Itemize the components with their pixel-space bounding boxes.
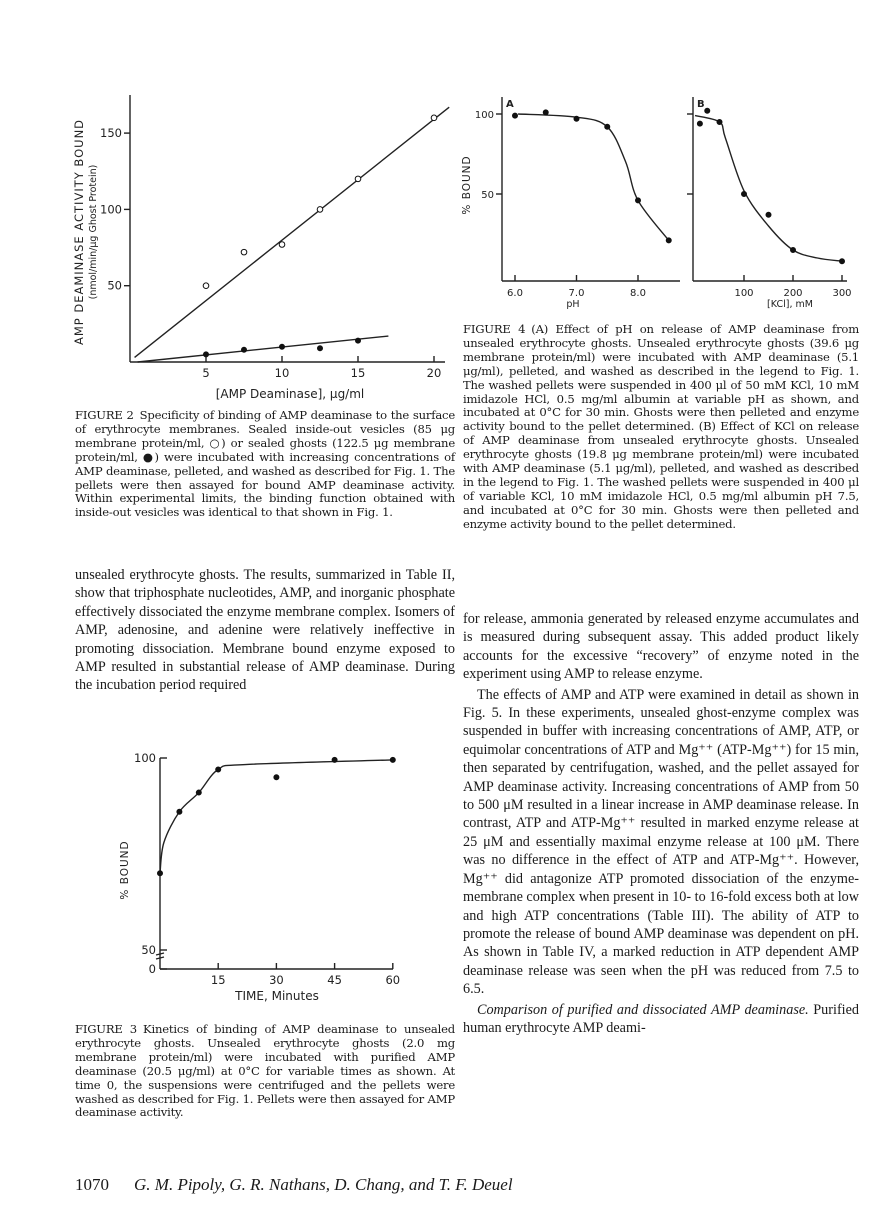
section-heading: Comparison of purified and dissociated AMP deaminase. xyxy=(477,1001,809,1018)
fig2-y-axis-units: (nmol/min/μg Ghost Protein) xyxy=(88,164,99,300)
fig2-data-point xyxy=(203,283,209,289)
fig3-data-point xyxy=(158,871,163,876)
fig4a-data-point xyxy=(543,110,548,115)
fig3-chart xyxy=(119,751,400,1003)
fig3-x-tick-label: 15 xyxy=(210,973,226,987)
figure-2-caption-text: Specificity of binding of AMP deaminase to the surface of erythrocyte membranes. Sealed inside-out vesicles (85 μg membrane protein/ml, ○) or sealed ghosts (122.5 μg membrane protein/ml, ●) were incubated with increasing concentrations of AMP deaminase, pelleted, and washed as described for Fig. 1. The pellets were then assayed for bound AMP deaminase activity. Within experimental limits, the binding function obtained with inside-out vesicles was identical to that shown in Fig. 1. xyxy=(75,408,456,520)
fig2-x-tick-label: 15 xyxy=(350,366,366,380)
fig2-x-tick-label: 20 xyxy=(426,366,442,380)
fig4b-chart xyxy=(687,97,852,310)
fig4b-data-point xyxy=(742,192,747,197)
fig2-chart xyxy=(72,95,449,401)
fig3-x-axis-label: TIME, Minutes xyxy=(235,989,319,1003)
fig4a-x-axis-label: pH xyxy=(566,299,580,310)
fig3-y-axis-label: % BOUND xyxy=(119,840,131,900)
figure-3-label: FIGURE 3 xyxy=(75,1022,137,1036)
fig3-x-tick-label: 60 xyxy=(385,973,401,987)
author-line: G. M. Pipoly, G. R. Nathans, D. Chang, and T. F. Deuel xyxy=(134,1175,513,1194)
fig4b-x-tick-label: 100 xyxy=(734,288,754,299)
fig2-y-tick-label: 150 xyxy=(100,126,122,141)
fig2-y-tick-label: 100 xyxy=(100,202,122,217)
fig2-data-point xyxy=(279,242,285,248)
fig3-y-tick-label: 100 xyxy=(134,751,156,765)
fig2-data-point xyxy=(242,347,247,352)
fig4b-x-tick-label: 300 xyxy=(832,288,852,299)
fig3-data-point xyxy=(390,757,395,762)
figure-4-label: FIGURE 4 xyxy=(463,322,526,336)
fig3-x-tick-label: 45 xyxy=(327,973,342,987)
fig3-data-point xyxy=(177,809,182,814)
fig3-x-tick-label: 30 xyxy=(269,973,284,987)
figure-4-caption xyxy=(463,323,859,532)
fig4b-data-point xyxy=(791,248,796,253)
figure-4-caption-text: (A) Effect of pH on release of AMP deaminase from unsealed erythrocyte ghosts. Unsealed erythrocyte ghosts (39.6 μg membrane protein/ml) were incubated with AMP deaminase (5.1 μg/ml), pelleted, and washed as described in the legend to Fig. 1. The washed pellets were suspended in 400 μl of 50 mM KCl, 10 mM imidazole HCl, 0.5 mg/ml albumin at variable pH as shown, and incubated at 0°C for 30 min. Ghosts were then pelleted and enzyme activity bound to the pellet determined. (B) Effect of KCl on release of AMP deaminase from unsealed erythrocyte ghosts. Unsealed erythrocyte ghosts (19.8 μg membrane protein/ml) were incubated with AMP deaminase (5.1 μg/ml), pelleted, and washed as described in the legend to Fig. 1. The washed pellets were suspended in 400 μl of variable KCl, 10 mM imidazole HCl, 0.5 mg/ml albumin pH 7.5, and incubated at 0°C for 30 min. Ghosts were then pelleted and enzyme activity bound to the pellet determined. xyxy=(463,322,859,531)
fig3-y-tick-label: 0 xyxy=(148,962,156,976)
fig4b-data-point xyxy=(840,259,845,264)
fig2-data-point xyxy=(356,338,361,343)
fig2-data-point xyxy=(317,207,323,213)
fig4a-x-tick-label: 7.0 xyxy=(568,288,585,299)
fig2-x-tick-label: 10 xyxy=(274,366,290,380)
fig2-data-point xyxy=(431,115,437,121)
fig3-data-point xyxy=(216,767,221,772)
fig2-data-point xyxy=(241,249,247,255)
fig4b-panel-label: B xyxy=(697,99,705,110)
fig2-fit-line xyxy=(138,336,389,362)
fig2-data-point xyxy=(318,346,323,351)
fig4a-x-tick-label: 8.0 xyxy=(630,288,646,299)
fig4a-data-point xyxy=(574,116,579,121)
fig4a-y-tick-label: 100 xyxy=(474,110,494,121)
fig4a-data-point xyxy=(636,198,641,203)
fig4b-data-point xyxy=(705,108,710,113)
fig2-data-point xyxy=(355,176,361,182)
fig4a-data-point xyxy=(513,113,518,118)
fig4b-data-point xyxy=(766,212,771,217)
left-body-paragraph: unsealed erythrocyte ghosts. The results, summarized in Table II, show that triphosphate nucleotides, AMP, and inorganic phosphate effectively dissociated the enzyme membrane complex. Isomers of AMP, adenosine, and adenine were relatively ineffective in promoting dissociation. Membrane bound enzyme exposed to AMP resulted in substantial release of AMP deaminase. During the incubation period required xyxy=(75,567,455,694)
fig2-data-point xyxy=(204,352,209,357)
page-number: 1070 xyxy=(75,1175,109,1194)
fig2-y-axis-label: AMP DEAMINASE ACTIVITY BOUND xyxy=(72,118,86,346)
figure-2-caption xyxy=(75,409,455,520)
fig4a-chart xyxy=(461,97,680,310)
figure-3-caption-text: Kinetics of binding of AMP deaminase to unsealed erythrocyte ghosts. Unsealed erythrocyte ghosts (2.0 mg membrane protein/ml) were incubated with purified AMP deaminase (20.5 μg/ml) at 0°C for variable times as shown. At time 0, the suspensions were centrifuged and the pellets were washed as described for Fig. 1. Pellets were then assayed for AMP deaminase activity. xyxy=(75,1022,456,1120)
fig3-data-point xyxy=(196,790,201,795)
fig4a-data-point xyxy=(666,238,671,243)
fig2-data-point xyxy=(280,344,285,349)
fig3-data-point xyxy=(332,757,337,762)
fig4a-y-axis-label: % BOUND xyxy=(461,155,473,215)
right-body-paragraph-2: The effects of AMP and ATP were examined in detail as shown in Fig. 5. In these experiments, unsealed ghost-enzyme complex was suspended in buffer with increasing concentrations of AMP, ATP, or equimolar concentrations of ATP and Mg⁺⁺ (ATP-Mg⁺⁺) for 15 min, then separated by centrifugation, washed, and the pellet assayed for AMP deaminase activity. Increasing concentrations of AMP from 50 to 500 μM resulted in a linear increase in AMP deaminase release. In contrast, ATP and ATP-Mg⁺⁺ resulted in marked enzyme release at 25 μM and essentially maximal enzyme release at 100 μM. There was no difference in the effect of ATP and ATP-Mg⁺⁺. However, Mg⁺⁺ did antagonize ATP promoted dissociation of the enzyme-membrane complex when present in 10- to 16-fold excess both at low and high ATP concentrations (Table III). The ability of ATP to promote the release of bound AMP deaminase was dependent on pH. As shown in Table IV, a marked reduction in ATP dependent AMP deaminase release was seen when the pH was reduced from 7.5 to 6.5. xyxy=(463,686,859,998)
fig4a-y-tick-label: 50 xyxy=(481,190,494,201)
fig3-axis-break-mark xyxy=(156,953,164,955)
fig4b-fit-curve xyxy=(695,116,842,262)
fig2-x-axis-label: [AMP Deaminase], μg/ml xyxy=(215,387,365,401)
fig2-x-tick-label: 5 xyxy=(202,366,210,380)
right-body-paragraph-3 xyxy=(463,1001,859,1038)
fig4b-data-point xyxy=(697,121,702,126)
fig4b-x-axis-label: [KCl], mM xyxy=(767,299,813,310)
fig3-axis-break-mark xyxy=(156,957,164,959)
figure-3-caption xyxy=(75,1023,455,1120)
fig4a-fit-curve xyxy=(518,114,669,240)
fig3-data-point xyxy=(274,775,279,780)
fig4b-data-point xyxy=(717,120,722,125)
right-body-column xyxy=(463,610,859,1037)
fig2-y-tick-label: 50 xyxy=(107,278,122,293)
fig3-y-tick-label: 50 xyxy=(141,943,156,957)
fig4a-panel-label: A xyxy=(506,99,514,110)
section-text: Purified human erythrocyte AMP deami- xyxy=(463,1001,860,1036)
fig2-fit-line xyxy=(135,107,450,357)
figure-2-label: FIGURE 2 xyxy=(75,408,134,422)
fig4a-x-tick-label: 6.0 xyxy=(507,288,523,299)
fig4a-data-point xyxy=(605,124,610,129)
right-body-paragraph-1: for release, ammonia generated by released enzyme accumulates and is measured during subsequent assay. This added product likely accounts for the excessive “recovery” of enzyme noted in the experiment using AMP to release enzyme. xyxy=(463,611,859,683)
fig4b-x-tick-label: 200 xyxy=(783,288,803,299)
